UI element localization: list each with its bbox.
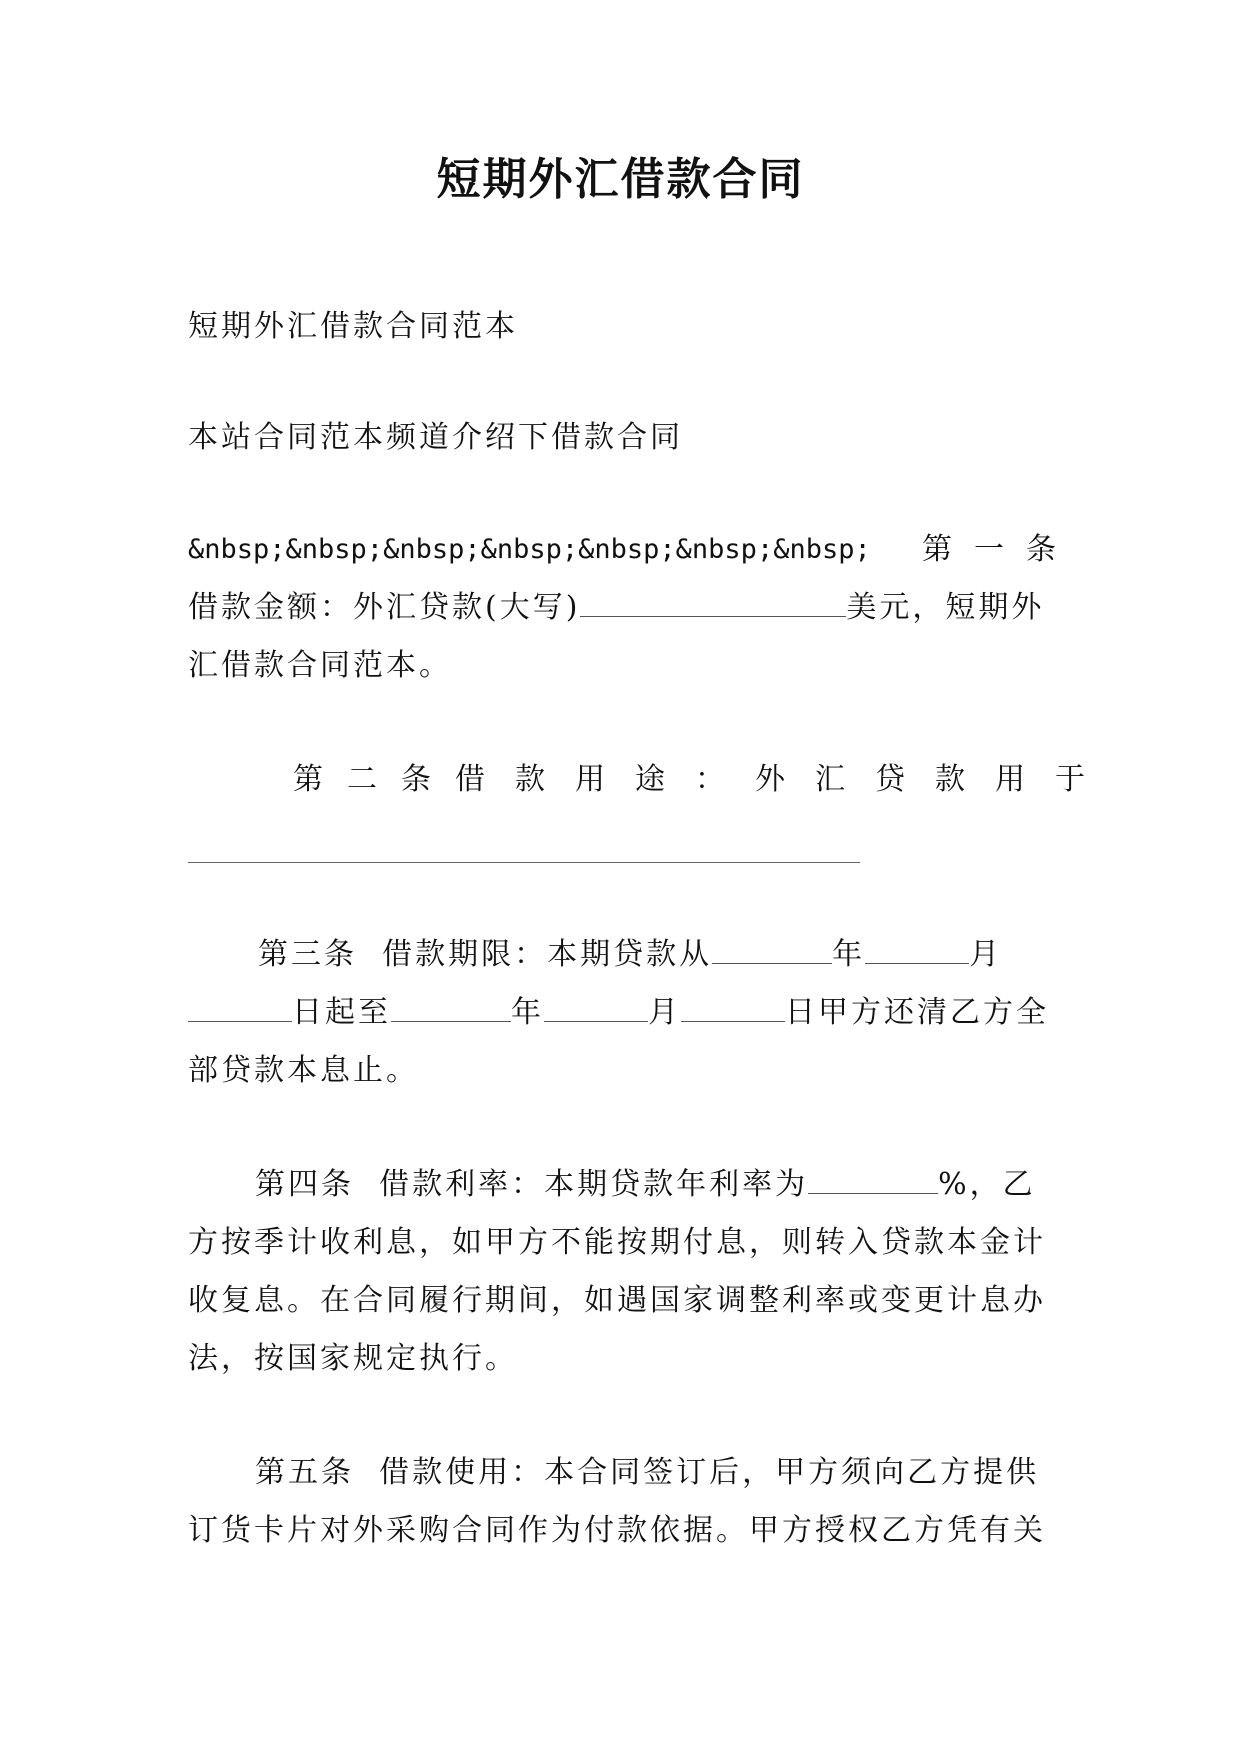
start-year-blank	[712, 937, 832, 964]
clause-3-repay-text: 日甲方还清乙方全	[785, 995, 1049, 1030]
start-year-label: 年	[832, 937, 866, 972]
clause-1-line-2	[188, 588, 1056, 628]
html-entity-text: &nbsp;&nbsp;&nbsp;&nbsp;&nbsp;&nbsp;&nbsp;	[188, 534, 871, 565]
start-month-blank	[865, 937, 969, 964]
start-day-blank	[188, 995, 292, 1022]
clause-3-line-1	[258, 935, 1056, 975]
clause-3-line-2	[188, 993, 1056, 1033]
rate-blank	[808, 1167, 938, 1194]
clause-1-amount-unit: 美元，短期外	[846, 590, 1045, 625]
clause-5-line-2: 订货卡片对外采购合同作为付款依据。甲方授权乙方凭有关	[188, 1513, 1046, 1548]
start-day-label: 日起至	[292, 995, 391, 1030]
clause-1-number: 第一条	[922, 532, 1078, 567]
end-year-blank	[391, 995, 511, 1022]
clause-2-purpose: 借款用途：外汇贷款用于	[455, 762, 1115, 797]
clause-2-number: 第二条	[293, 762, 455, 797]
clause-4-rate-label: 第四条 借款利率：本期贷款年利率为	[255, 1167, 809, 1202]
intro-line: 本站合同范本频道介绍下借款合同	[188, 420, 683, 455]
end-month-label: 月	[648, 995, 681, 1030]
end-year-label: 年	[511, 995, 544, 1030]
clause-4-line-3: 收复息。在合同履行期间，如遇国家调整利率或变更计息办	[188, 1283, 1046, 1318]
clause-3-line-3: 部贷款本息止。	[188, 1053, 419, 1088]
amount-blank	[580, 590, 846, 617]
clause-2-line-1	[293, 760, 1115, 800]
clause-1-line-1	[188, 530, 1078, 570]
document-title: 短期外汇借款合同	[436, 154, 805, 205]
clause-4-rate-unit: %，乙	[938, 1167, 1036, 1202]
clause-4-line-4: 法，按国家规定执行。	[188, 1341, 518, 1376]
clause-1-line-3: 汇借款合同范本。	[188, 648, 452, 683]
clause-4-line-1	[255, 1165, 1056, 1205]
purpose-blank	[188, 862, 860, 863]
clause-3-term-label: 第三条 借款期限：本期贷款从	[258, 937, 713, 972]
end-month-blank	[544, 995, 648, 1022]
clause-1-amount-label: 借款金额：外汇贷款(大写)	[188, 590, 581, 625]
clause-5-line-1: 第五条 借款使用：本合同签订后，甲方须向乙方提供	[255, 1455, 1040, 1490]
clause-4-line-2: 方按季计收利息，如甲方不能按期付息，则转入贷款本金计	[188, 1225, 1046, 1260]
end-day-blank	[681, 995, 785, 1022]
document-subtitle: 短期外汇借款合同范本	[188, 309, 518, 344]
start-month-label: 月	[969, 937, 1003, 972]
